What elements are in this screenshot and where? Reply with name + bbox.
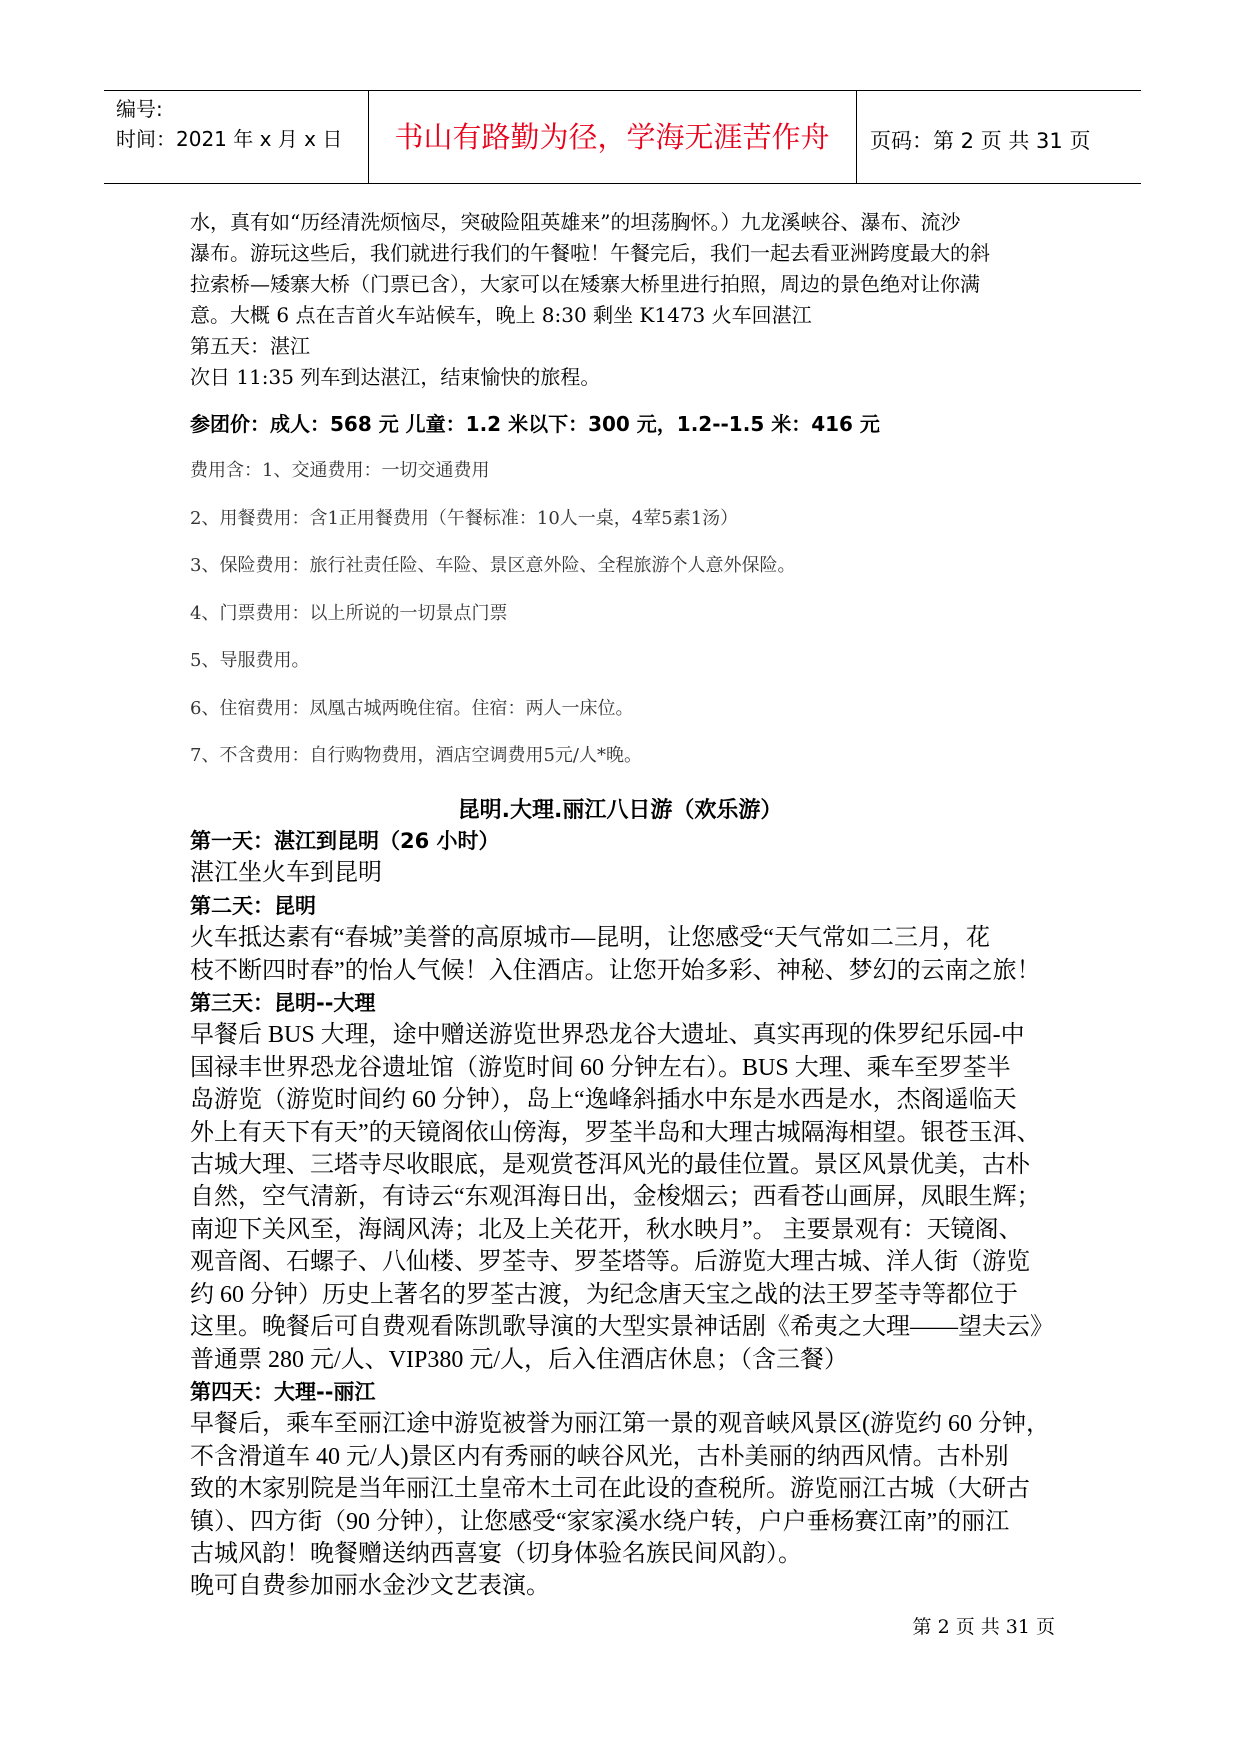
day-heading: 第四天：大理--丽江 xyxy=(190,1379,376,1404)
paragraph-line: 普通票 280 元/人、VIP380 元/人，后入住酒店休息；（含三餐） xyxy=(190,1346,849,1373)
paragraph-line: 观音阁、石螺子、八仙楼、罗荃寺、罗荃塔等。后游览大理古城、洋人街（游览 xyxy=(190,1249,1030,1276)
paragraph-line: 国禄丰世界恐龙谷遗址馆（游览时间 60 分钟左右）。BUS 大理、乘车至罗荃半 xyxy=(190,1054,1011,1081)
header-table xyxy=(104,90,1141,184)
fees-list xyxy=(190,459,1090,792)
fee-item: 7、不含费用：自行购物费用，酒店空调费用5元/人*晚。 xyxy=(190,745,642,766)
header-page-number: 页码：第 2 页 共 31 页 xyxy=(870,129,1091,153)
paragraph-line: 古城风韵！晚餐赠送纳西喜宴（切身体验名族民间风韵）。 xyxy=(190,1540,802,1567)
fee-item: 费用含：1、交通费用：一切交通费用 xyxy=(190,460,490,481)
page-footer: 第 2 页 共 31 页 xyxy=(912,1616,1055,1638)
paragraph-line: 水，真有如“历经清洗烦恼尽，突破险阻英雄来”的坦荡胸怀。）九龙溪峡谷、瀑布、流沙 xyxy=(190,210,961,234)
paragraph-line: 次日 11:35 列车到达湛江，结束愉快的旅程。 xyxy=(190,365,601,389)
header-motto: 书山有路勤为径，学海无涯苦作舟 xyxy=(394,120,830,154)
paragraph-line: 外上有天下有天”的天镜阁依山傍海，罗荃半岛和大理古城隔海相望。银苍玉洱、 xyxy=(190,1119,1041,1146)
paragraph-line: 意。大概 6 点在吉首火车站候车，晚上 8:30 剩坐 K1473 火车回湛江 xyxy=(190,303,812,327)
day-heading: 第三天：昆明--大理 xyxy=(190,991,376,1016)
fee-item: 6、住宿费用：凤凰古城两晚住宿。住宿：两人一床位。 xyxy=(190,697,634,719)
paragraph-line: 镇）、四方街（90 分钟），让您感受“家家溪水绕户转，户户垂杨赛江南”的丽江 xyxy=(190,1508,1010,1535)
day-five-heading: 第五天：湛江 xyxy=(190,334,310,358)
paragraph-line: 早餐后 BUS 大理，途中赠送游览世界恐龙谷大遗址、真实再现的侏罗纪乐园-中 xyxy=(190,1022,1025,1049)
paragraph-line: 不含滑道车 40 元/人)景区内有秀丽的峡谷风光，古朴美丽的纳西风情。古朴别 xyxy=(190,1443,1009,1470)
paragraph-line: 火车抵达素有“春城”美誉的高原城市—昆明，让您感受“天气常如二三月，花 xyxy=(190,925,990,952)
paragraph-line: 枝不断四时春”的怡人气候！入住酒店。让您开始多彩、神秘、梦幻的云南之旅！ xyxy=(190,957,1041,984)
paragraph-line: 早餐后，乘车至丽江途中游览被誉为丽江第一景的观音峡风景区(游览约 60 分钟， xyxy=(190,1411,1050,1438)
fee-item: 5、导服费用。 xyxy=(190,650,310,671)
itinerary-continuation xyxy=(190,207,1070,393)
paragraph-line: 湛江坐火车到昆明 xyxy=(190,860,382,887)
paragraph-line: 自然，空气清新，有诗云“东观洱海日出，金梭烟云；西看苍山画屏，凤眼生辉； xyxy=(190,1184,1041,1211)
paragraph-line: 致的木家别院是当年丽江土皇帝木土司在此设的查税所。游览丽江古城（大研古 xyxy=(190,1476,1030,1503)
tour-price: 参团价：成人：568 元 儿童：1.2 米以下：300 元，1.2--1.5 米：416 元 xyxy=(190,412,880,436)
paragraph-line: 晚可自费参加丽水金沙文艺表演。 xyxy=(190,1573,550,1600)
trip-itinerary xyxy=(190,825,1070,1603)
paragraph-line: 瀑布。游玩这些后，我们就进行我们的午餐啦！午餐完后，我们一起去看亚洲跨度最大的斜 xyxy=(190,241,990,265)
header-divider xyxy=(856,91,857,183)
day-heading: 第二天：昆明 xyxy=(190,893,316,918)
document-time-label: 时间：2021 年 x 月 x 日 xyxy=(116,127,343,151)
paragraph-line: 拉索桥—矮寨大桥（门票已含），大家可以在矮寨大桥里进行拍照，周边的景色绝对让你满 xyxy=(190,272,980,296)
fee-item: 4、门票费用：以上所说的一切景点门票 xyxy=(190,602,508,624)
trip-title: 昆明.大理.丽江八日游（欢乐游） xyxy=(457,798,783,823)
paragraph-line: 这里。晚餐后可自费观看陈凯歌导演的大型实景神话剧《希夷之大理——望夫云》 xyxy=(190,1314,1054,1341)
paragraph-line: 南迎下关风至，海阔风涛；北及上关花开，秋水映月”。 主要景观有：天镜阁、 xyxy=(190,1216,1023,1243)
day-heading: 第一天：湛江到昆明（26 小时） xyxy=(190,829,500,853)
fee-item: 2、用餐费用：含1正用餐费用（午餐标准：10人一桌，4荤5素1汤） xyxy=(190,507,739,529)
fee-item: 3、保险费用：旅行社责任险、车险、景区意外险、全程旅游个人意外保险。 xyxy=(190,555,796,576)
document-number-label: 编号: xyxy=(116,97,163,121)
paragraph-line: 约 60 分钟）历史上著名的罗荃古渡，为纪念唐天宝之战的法王罗荃寺等都位于 xyxy=(190,1281,1018,1308)
paragraph-line: 岛游览（游览时间约 60 分钟），岛上“逸峰斜插水中东是水西是水，杰阁遥临天 xyxy=(190,1087,1017,1114)
paragraph-line: 古城大理、三塔寺尽收眼底，是观赏苍洱风光的最佳位置。景区风景优美，古朴 xyxy=(190,1152,1030,1179)
